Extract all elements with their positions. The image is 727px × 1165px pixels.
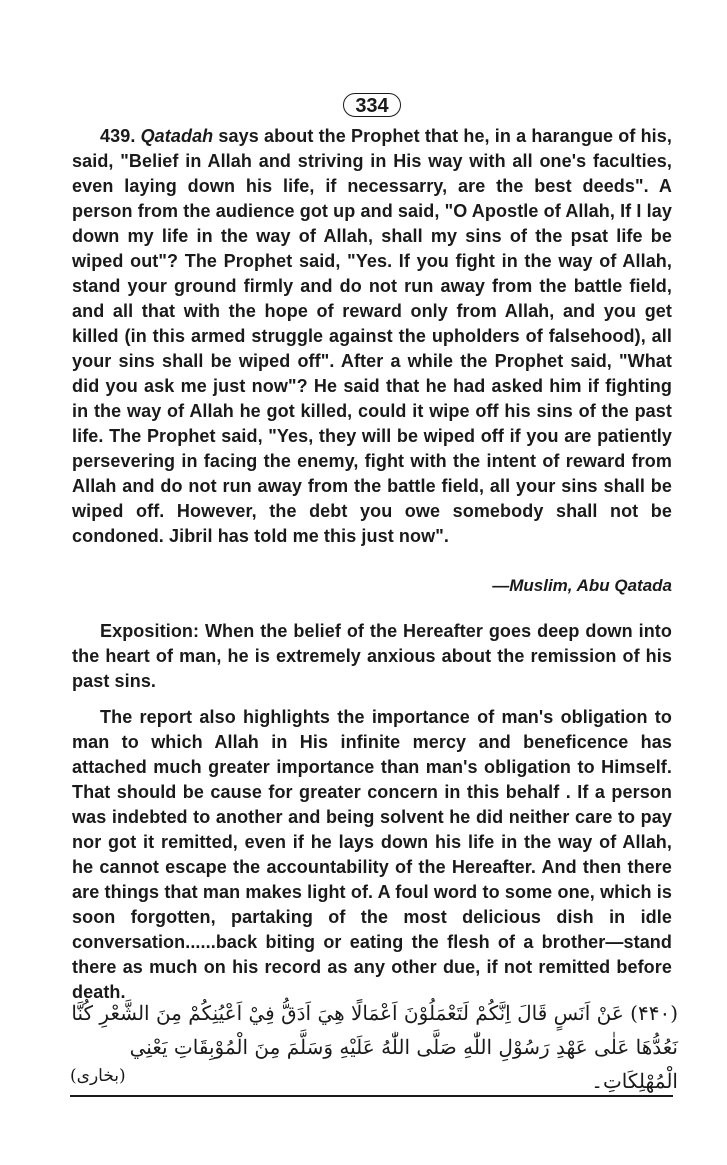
- narrator-name: Qatadah: [140, 126, 214, 146]
- page-number: 334: [343, 93, 401, 117]
- hadith-paragraph: [72, 124, 672, 549]
- exposition-label: Exposition:: [100, 621, 200, 641]
- arabic-hadith-line-1: (۴۴۰) عَنْ اَنَسٍ قَالَ اِنَّكُمْ لَتَعْمَلُوْنَ اَعْمَالًا هِيَ اَدَقُّ فِيْ اَعْيُنِكُمْ مِنَ الشَّعْرِ كُنَّا: [71, 1001, 678, 1025]
- exposition-paragraph: [72, 619, 672, 694]
- obligation-text: The report also highlights the importance of man's obligation to man to which Allah in His infinite mercy and beneficence has attached much greater importance than man's obligation to Himself. That should be cause for greater concern in this behalf . If a person was indebted to another and being solvent he did neither care to pay nor got it remitted, even if he lays down his life in the way of Allah, he cannot escape the accountability of the Hereafter. And then there are things that man makes light of. A foul word to some one, which is soon forgotten, partaking of the most delicious dish in idle conversation......back biting or eating the flesh of a brother—stand there as much on his record as any other due, if not remitted before death.: [72, 707, 672, 1002]
- exposition-text: When the belief of the Hereafter goes deep down into the heart of man, he is extremely anxious about the remission of his past sins.: [72, 621, 672, 691]
- arabic-reference: (بخاری): [70, 1066, 126, 1086]
- obligation-paragraph: [72, 705, 672, 1005]
- hadith-attribution: —Muslim, Abu Qatada: [492, 576, 672, 595]
- hadith-text: says about the Prophet that he, in a harangue of his, said, "Belief in Allah and striving in His way with all one's faculties, even laying down his life, if necessarry, are the best deeds". A person from the audience got up and said, "O Apostle of Allah, If I lay down my life in the way of Allah, shall my sins of the psat life be wiped out"? The Prophet said, "Yes. If you fight in the way of Allah, stand your ground firmly and do not run away from the battle field, and all that with the hope of reward only from Allah, and you get killed (in this armed struggle against the upholders of falsehood), all your sins shall be wiped off". After a while the Prophet said, "What did you ask me just now"? He said that he had asked him if fighting in the way of Allah he got killed, could it wipe off his sins of the past life. The Prophet said, "Yes, they will be wiped off if you are patiently persevering in facing the enemy, fight with the intent of reward from Allah and do not run away from the battle field, all your sins shall be wiped off. However, the debt you owe somebody shall not be condoned. Jibril has told me this just now".: [72, 126, 672, 546]
- arabic-hadith-line-2: نَعُدُّهَا عَلٰى عَهْدِ رَسُوْلِ اللّٰهِ صَلَّى اللّٰهُ عَلَيْهِ وَسَلَّمَ مِنَ الْمُوْبِقَاتِ يَعْنِي الْمُهْلِكَاتِ۔: [129, 1035, 678, 1093]
- footer-rule: [70, 1095, 673, 1097]
- hadith-number: 439.: [100, 126, 136, 146]
